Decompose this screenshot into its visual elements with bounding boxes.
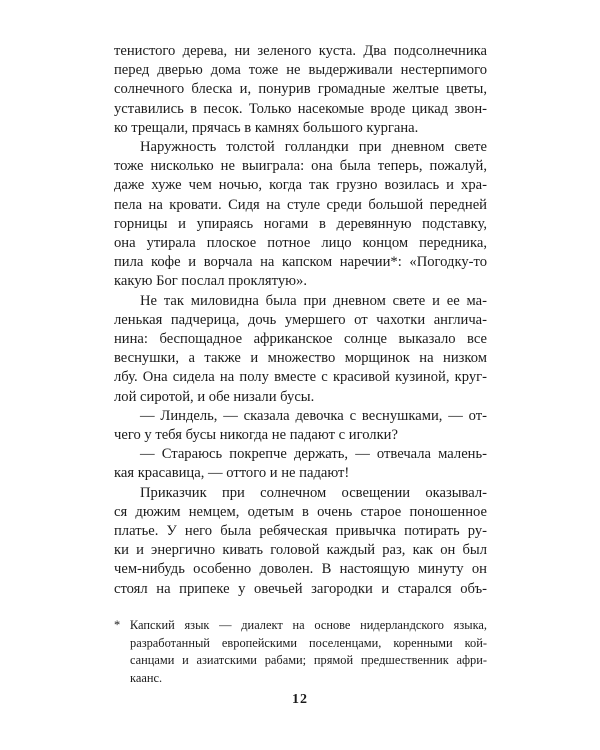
text-line: горницы и упираясь ногами в деревянную подставку, [114, 215, 487, 232]
text-line: солнечного блеска и, понурив громадные желтые цветы, [114, 81, 487, 98]
footnote-line: * Капский язык — диалект на основе нидерландского языка, [114, 618, 487, 632]
text-line: чего у тебя бусы никогда не падают с иголки? [114, 427, 398, 443]
text-line: нина: беспощадное африканское солнце выказало все [114, 331, 487, 347]
text-line: пела на кровати. Сидя на стуле среди большой передней [114, 196, 487, 213]
footnote-line: каанс. [130, 670, 163, 685]
footnote-line: санцами и азиатскими рабами; прямой предшественник афри- [130, 653, 487, 667]
text-line: пила кофе и ворчала на капском наречии*: «Погодку-то [114, 254, 487, 271]
text-line: уставились в песок. Только насекомые вроде цикад звон- [114, 100, 487, 117]
dialogue-line: — Стараюсь покрепче держать, — отвечала малень- [140, 446, 487, 463]
text-line: платье. У него была ребяческая привычка потирать ру- [114, 523, 487, 539]
text-line: она утирала плоское потное лицо концом передника, [114, 235, 487, 251]
footnote-line: разработанный европейскими поселенцами, коренными кой- [130, 635, 487, 650]
text-line: чем-нибудь особенно доволен. В настоящую минуту он [114, 561, 487, 578]
text-line: ленькая падчерица, дочь умершего от чахотки англича- [114, 311, 487, 328]
page-number: 12 [292, 692, 308, 707]
text-line: какую Бог послал проклятую». [114, 273, 307, 290]
text-line: кая красавица, — оттого и не падают! [114, 465, 350, 482]
dialogue-line: — Линдель, — сказала девочка с веснушками, — от- [140, 407, 487, 424]
text-line: ки и энергично кивать головой каждый раз, как он был [114, 542, 487, 559]
text-line: даже хуже чем ночью, когда так грузно возилась и хра- [114, 177, 487, 194]
text-line: ко трещали, прячась в камнях большого кургана. [114, 119, 419, 136]
paragraph-first-line: Не так миловидна была при дневном свете и ее ма- [140, 292, 487, 309]
text-line: тенистого дерева, ни зеленого куста. Два подсолнечника [114, 43, 487, 59]
text-line: лбу. Она сидела на полу вместе с красивой кузиной, круг- [114, 369, 487, 386]
text-line: перед дверью дома тоже не выдерживали нестерпимого [114, 62, 487, 79]
text-line: лой сиротой, и обе низали бусы. [114, 388, 315, 405]
text-line: стоял на припеке у овечьей загородки и старался объ- [114, 580, 487, 597]
paragraph-first-line: Приказчик при солнечном освещении оказывал- [140, 484, 487, 501]
text-line: ся дюжим немцем, одетым в очень старое поношенное [114, 503, 487, 520]
text-line: веснушки, а также и множество морщинок на низком [114, 350, 487, 367]
text-line: тоже нисколько не выиграла: она была теперь, пожалуй, [114, 158, 487, 175]
paragraph-first-line: Наружность толстой голландки при дневном свете [140, 139, 487, 155]
